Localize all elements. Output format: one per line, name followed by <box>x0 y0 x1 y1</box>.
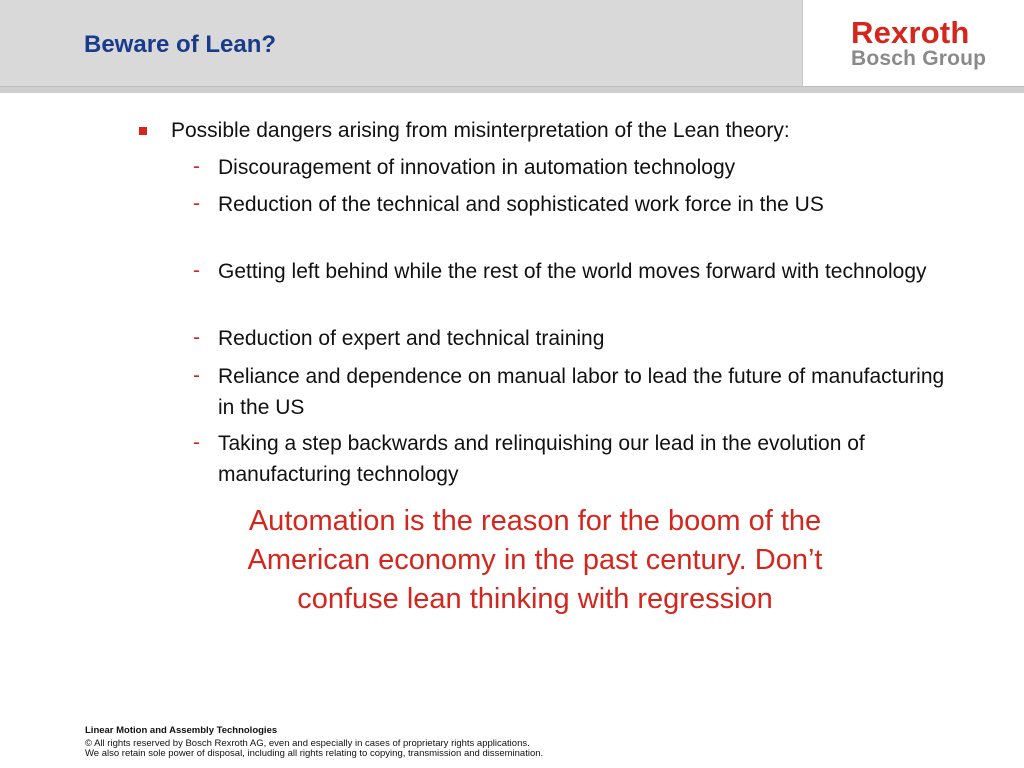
sub-bullet-text: Discouragement of innovation in automation technology <box>218 156 736 179</box>
dash-bullet-icon: - <box>193 259 200 282</box>
dash-bullet-icon: - <box>193 155 200 178</box>
dash-bullet-icon: - <box>193 192 200 215</box>
sub-bullet-text: Reliance and dependence on manual labor to lead the future of manufacturing in the US <box>218 365 945 419</box>
dash-bullet-icon: - <box>193 431 200 454</box>
sub-bullet-text: Reduction of expert and technical training <box>218 327 605 350</box>
logo-group-text: Bosch Group <box>851 47 987 70</box>
sub-bullet-text: Reduction of the technical and sophisticated work force in the US <box>218 193 824 216</box>
slide-header <box>0 0 1024 86</box>
slide-title: Beware of Lean? <box>84 31 277 58</box>
logo-brand-text: Rexroth <box>851 15 970 50</box>
footer-legal <box>85 739 543 759</box>
header-divider <box>0 86 1024 93</box>
dash-bullet-icon: - <box>193 364 200 387</box>
footer-legal-line: © All rights reserved by Bosch Rexroth AG, even and especially in cases of proprietary rights applications. <box>85 738 530 749</box>
rexroth-logo <box>851 17 1001 70</box>
sub-bullet-text: Taking a step backwards and relinquishing our lead in the evolution of manufacturing technology <box>218 432 865 486</box>
dash-bullet-icon: - <box>193 326 200 349</box>
footer-legal-line: We also retain sole power of disposal, including all rights relating to copying, transmission and dissemination. <box>85 748 544 759</box>
sub-bullet-text: Getting left behind while the rest of the world moves forward with technology <box>218 260 927 283</box>
square-bullet-icon <box>139 127 147 135</box>
callout-line: Automation is the reason for the boom of the <box>248 505 822 537</box>
callout-line: American economy in the past century. Don’t <box>247 544 823 576</box>
callout-line: confuse lean thinking with regression <box>297 583 773 615</box>
main-bullet-text: Possible dangers arising from misinterpretation of the Lean theory: <box>171 119 790 142</box>
footer-department: Linear Motion and Assembly Technologies <box>85 725 278 736</box>
callout-statement <box>150 502 920 619</box>
